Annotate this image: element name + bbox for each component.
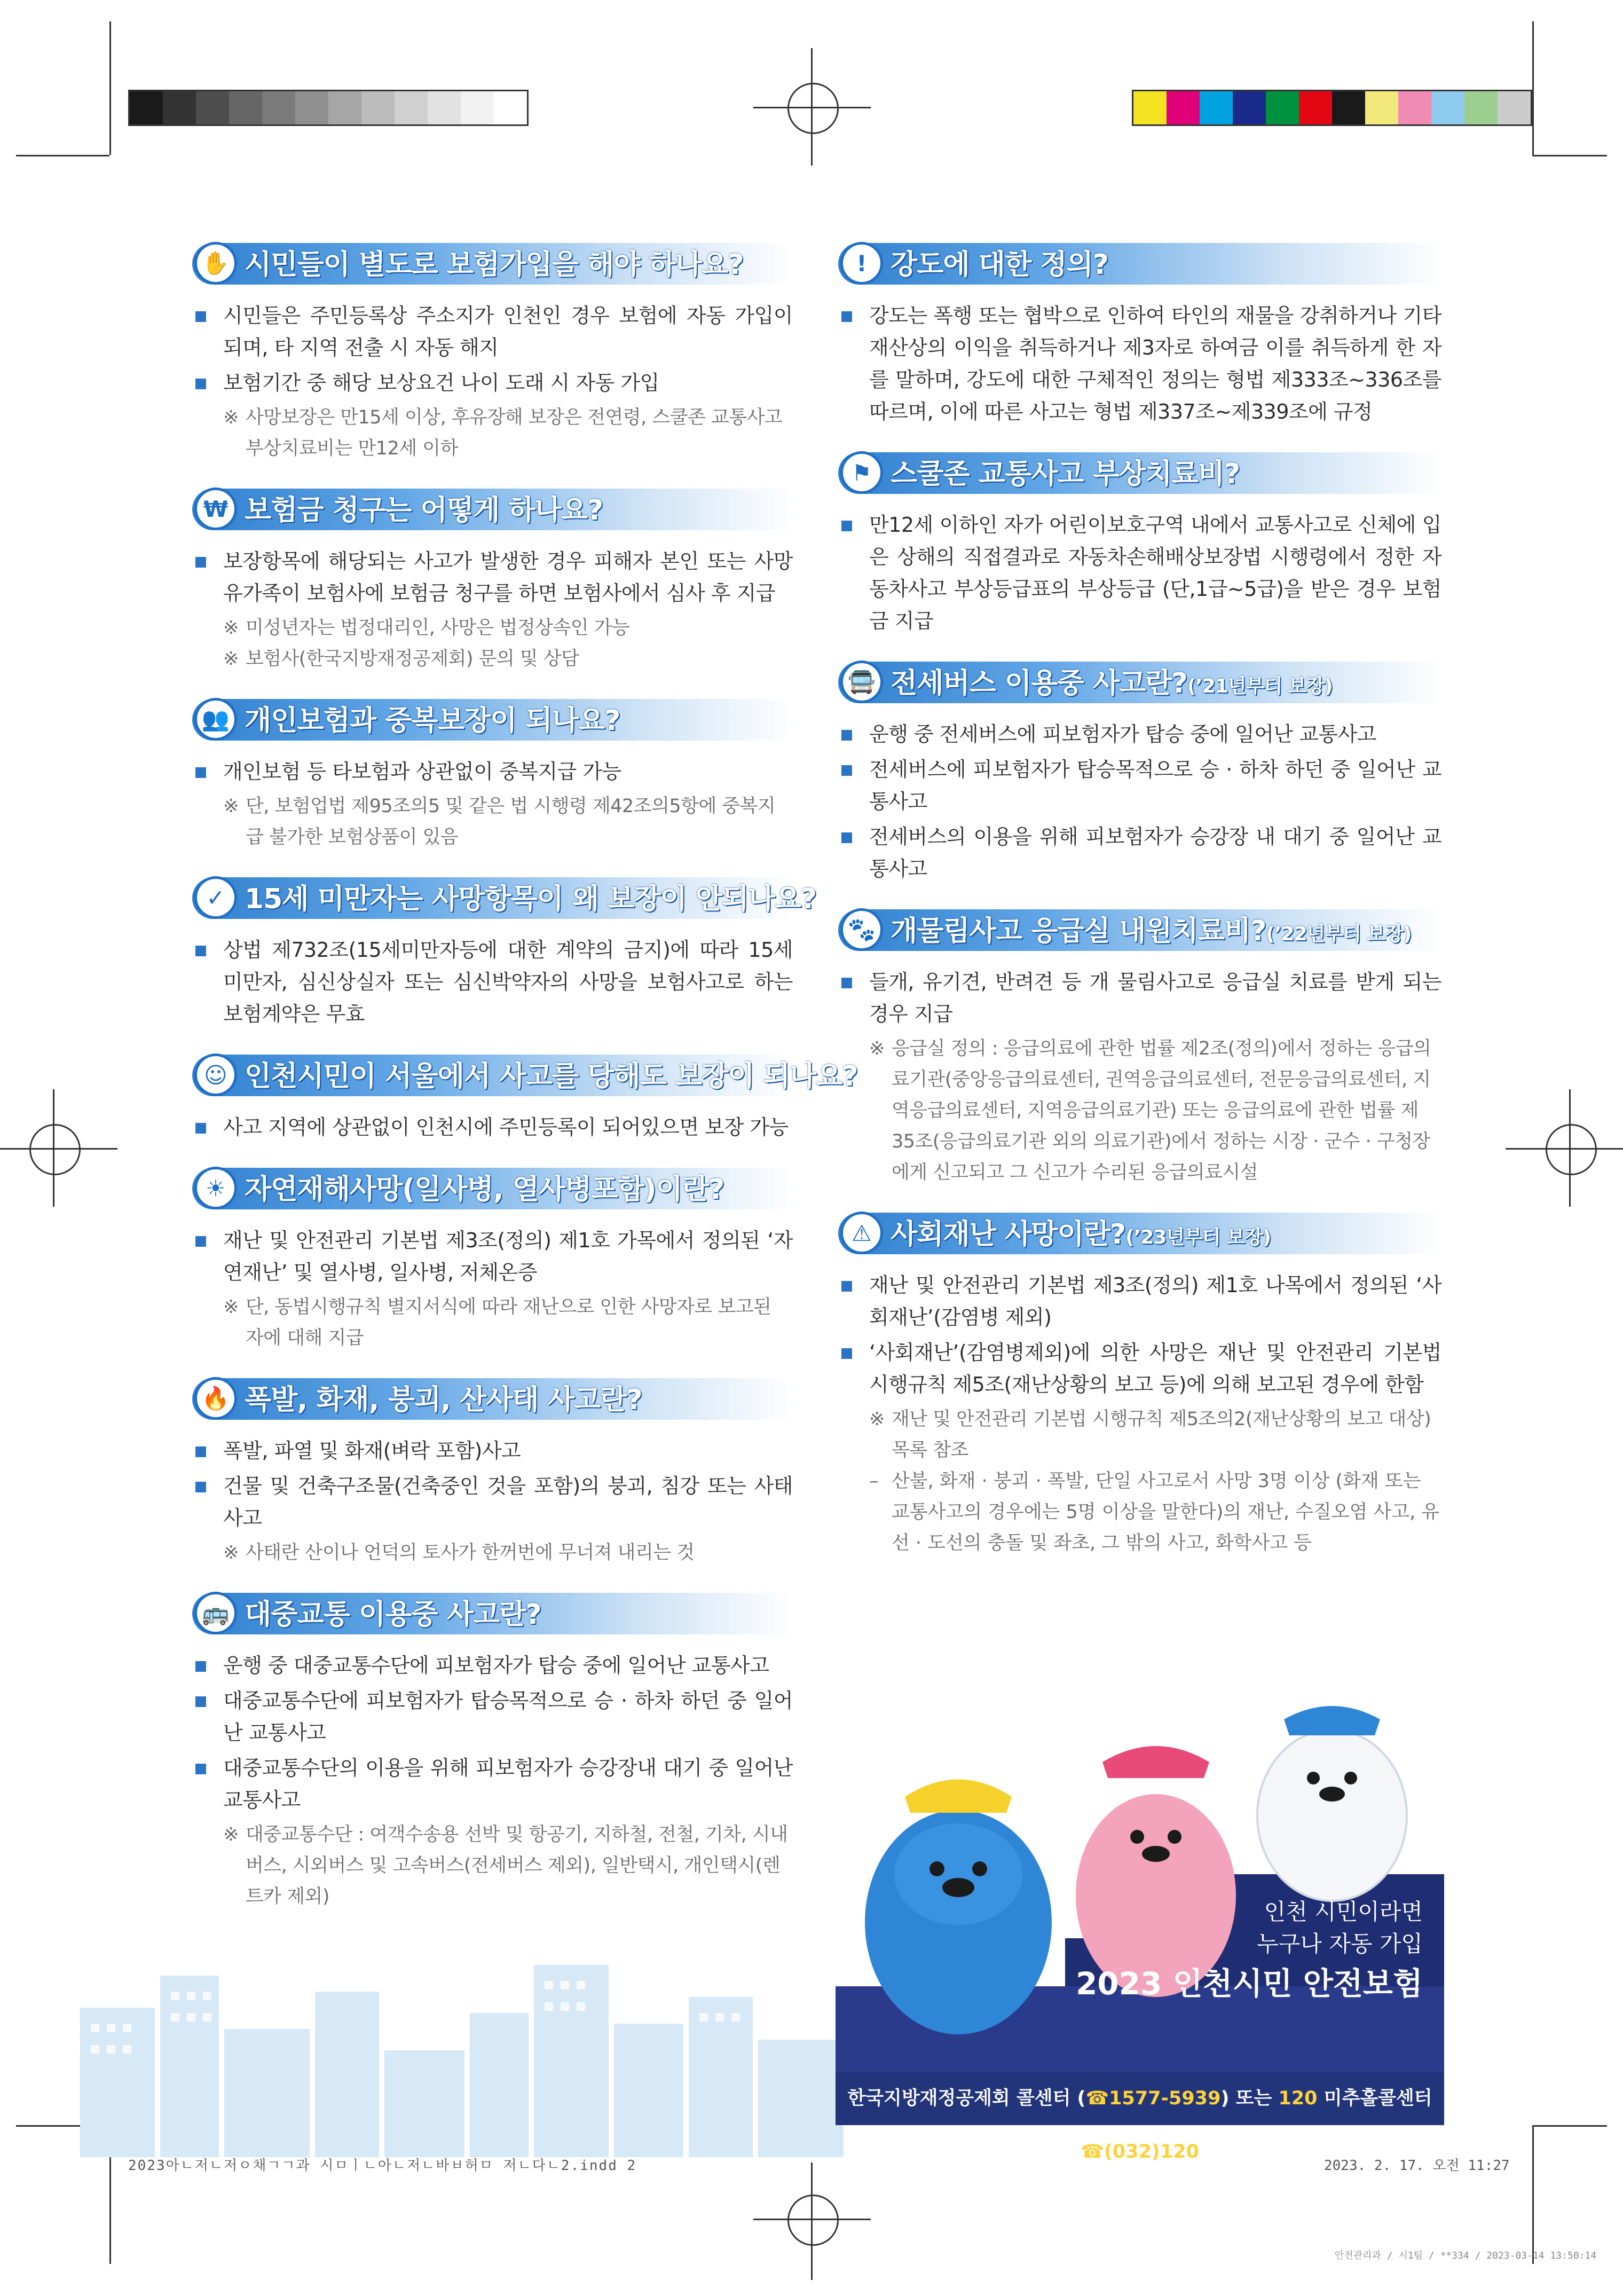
bus-icon: 🚌	[194, 1592, 237, 1634]
registration-mark	[1506, 1148, 1623, 1150]
bullet-list	[838, 1269, 1441, 1401]
color-calibration-bar	[1132, 90, 1532, 126]
footnote	[192, 791, 793, 853]
bullet-item: 보험기간 중 해당 보상요건 나이 도래 시 자동 가입	[192, 367, 793, 399]
robbery-icon: !	[840, 242, 883, 285]
section-title	[245, 701, 620, 741]
bullet-item: 운행 중 전세버스에 피보험자가 탑승 중에 일어난 교통사고	[838, 718, 1441, 750]
section-title	[245, 1595, 541, 1634]
note-mark: ※	[869, 1409, 885, 1430]
section-title-text: 전세버스 이용중 사고란?	[891, 667, 1187, 699]
people-icon: 👥	[194, 698, 237, 741]
note-mark: ※	[869, 1038, 885, 1059]
section-title	[245, 1170, 724, 1209]
bullet-item: 건물 및 건축구조물(건축중인 것을 포함)의 붕괴, 침강 또는 사태사고	[192, 1470, 793, 1534]
section-subtitle: (’21년부터 보장)	[1187, 675, 1333, 697]
contact-phone-2: ☎(032)120	[1081, 2141, 1199, 2163]
section-header	[192, 483, 793, 534]
section-header	[192, 694, 793, 745]
faq-section	[192, 694, 793, 853]
social-disaster-icon: ⚠	[840, 1212, 883, 1254]
note-mark: ※	[223, 1296, 239, 1318]
promo-title: 2023 인천시민 안전보험	[1075, 1965, 1423, 2002]
right-column	[838, 238, 1441, 1578]
section-title-text: 사회재난 사망이란?	[891, 1218, 1126, 1251]
dash-mark: –	[869, 1471, 879, 1492]
section-title-text: 강도에 대한 정의?	[891, 249, 1108, 281]
bullet-list	[192, 1435, 793, 1534]
schoolzone-icon: ⚑	[840, 451, 883, 494]
bullet-item: ‘사회재난’(감염병제외)에 의한 사망은 재난 및 안전관리 기본법 시행규칙 제5조(재난상황의 보고 등)에 의해 보고된 경우에 한함	[838, 1336, 1441, 1401]
bullet-item: 대중교통수단에 피보험자가 탑승목적으로 승 · 하차 하던 중 일어난 교통사고	[192, 1685, 793, 1749]
bullet-list	[192, 300, 793, 399]
bullet-list	[838, 966, 1441, 1030]
section-title	[245, 491, 603, 530]
faq-section	[192, 483, 793, 674]
claim-icon: ₩	[194, 487, 237, 530]
footnote-text: 응급실 정의 : 응급의료에 관한 법률 제2조(정의)에서 정하는 응급의료기관(중앙응급의료센터, 권역응급의료센터, 전문응급의료센터, 지역응급의료센터, 지역응급의료기관) 또는 응급의료에 관한 법률 제35조(응급의료기관 외의 의료기관)에서 정하는 시장 · 군수 · 구청장에게 신고되고 그 신고가 수리된 응급의료시설	[892, 1038, 1431, 1183]
crop-mark	[109, 21, 111, 155]
bullet-item: 재난 및 안전관리 기본법 제3조(정의) 제1호 나목에서 정의된 ‘사회재난’(감염병 제외)	[838, 1269, 1441, 1333]
bullet-item: 전세버스의 이용을 위해 피보험자가 승강장 내 대기 중 일어난 교통사고	[838, 821, 1441, 885]
footnote	[192, 402, 793, 464]
section-title-text: 자연재해사망(일사병, 열사병포함)이란?	[245, 1174, 724, 1206]
bullet-item: 대중교통수단의 이용을 위해 피보험자가 승강장내 대기 중 일어난 교통사고	[192, 1752, 793, 1816]
promo-contact	[836, 2072, 1444, 2163]
bullet-list	[192, 756, 793, 788]
bullet-item: 시민들은 주민등록상 주소지가 인천인 경우 보험에 자동 가입이 되며, 타 지역 전출 시 자동 해지	[192, 300, 793, 364]
crop-mark	[1532, 155, 1607, 156]
contact-mid2: 미추홀콜센터	[1317, 2088, 1432, 2109]
crop-mark	[1532, 2125, 1607, 2127]
bullet-item: 운행 중 대중교통수단에 피보험자가 탑승 중에 일어난 교통사고	[192, 1649, 793, 1681]
bullet-list	[838, 300, 1441, 428]
section-title	[891, 911, 1411, 951]
bullet-item: 전세버스에 피보험자가 탑승목적으로 승 · 하차 하던 중 일어난 교통사고	[838, 753, 1441, 817]
contact-120: 120	[1278, 2088, 1318, 2109]
section-header	[838, 904, 1441, 955]
section-title-text: 스쿨존 교통사고 부상치료비?	[891, 458, 1240, 490]
section-header	[838, 656, 1441, 707]
section-title-text: 개인보험과 중복보장이 되나요?	[245, 705, 620, 737]
bullet-list	[192, 545, 793, 609]
bullet-item: 개인보험 등 타보험과 상관없이 중복지급 가능	[192, 756, 793, 788]
registration-mark	[1569, 1089, 1571, 1207]
note-mark: ※	[223, 1824, 239, 1845]
registration-mark	[29, 1124, 81, 1175]
section-title	[245, 879, 816, 919]
faq-section	[192, 1587, 793, 1912]
crop-mark	[16, 155, 109, 156]
promo-line-1: 인천 시민이라면	[1264, 1899, 1423, 1925]
registration-mark	[0, 1148, 117, 1150]
left-column	[192, 238, 858, 1931]
dash-note	[838, 1466, 1441, 1559]
footnote-text: 대중교통수단 : 여객수송용 선박 및 항공기, 지하철, 전철, 기차, 시내버스, 시외버스 및 고속버스(전세버스 제외), 일반택시, 개인택시(렌트카 제외)	[246, 1824, 788, 1907]
faq-section	[838, 447, 1441, 637]
bullet-item: 강도는 폭행 또는 협박으로 인하여 타인의 재물을 강취하거나 기타 재산상의 이익을 취득하거나 제3자로 하여금 이를 취득하게 한 자를 말하며, 강도에 대한 구체적인 정의는 형법 제333조~336조를 따르며, 이에 따른 사고는 형법 제337조~제339조에 규정	[838, 300, 1441, 428]
section-header	[192, 872, 817, 923]
section-header	[838, 238, 1441, 289]
section-header	[192, 1587, 793, 1639]
fire-icon: 🔥	[194, 1377, 237, 1420]
print-stamp: 안전관리과 / 시1팀 / **334 / 2023-03-14 13:50:14	[1335, 2250, 1597, 2261]
section-header	[192, 238, 793, 289]
footnote	[838, 1033, 1441, 1188]
bullet-list	[838, 718, 1441, 885]
registration-mark	[787, 2195, 839, 2246]
section-title-text: 개물림사고 응급실 내원치료비?	[891, 915, 1266, 947]
faq-section	[192, 1049, 858, 1143]
section-header	[838, 447, 1441, 498]
date-footer: 2023. 2. 17. 오전 11:27	[1324, 2158, 1510, 2174]
footnote-text: 사태란 산이나 언덕의 토사가 한꺼번에 무너져 내리는 것	[246, 1542, 695, 1563]
bullet-list	[192, 1649, 793, 1816]
dash-note-text: 산불, 화재 · 붕괴 · 폭발, 단일 사고로서 사망 3명 이상 (화재 또는 교통사고의 경우에는 5명 이상을 말한다)의 재난, 수질오염 사고, 유선 · 도선의 충돌 및 좌초, 그 밖의 사고, 화학사고 등	[892, 1471, 1440, 1554]
bullet-item: 보장항목에 해당되는 사고가 발생한 경우 피해자 본인 또는 사망 유가족이 보험사에 보험금 청구를 하면 보험사에서 심사 후 지급	[192, 545, 793, 609]
section-title-text: 15세 미만자는 사망항목이 왜 보장이 안되나요?	[245, 883, 817, 915]
note-mark: ※	[223, 648, 239, 670]
section-title	[891, 245, 1108, 285]
footnote	[192, 1819, 793, 1912]
section-subtitle: (’23년부터 보장)	[1125, 1226, 1271, 1248]
footnote-text: 단, 보험업법 제95조의5 및 같은 법 시행령 제42조의5항에 중복지급 불가한 보험상품이 있음	[246, 796, 776, 848]
disaster-icon: ☀	[194, 1167, 237, 1209]
bullet-list	[192, 934, 793, 1030]
note-mark: ※	[223, 617, 239, 639]
section-title	[891, 1215, 1271, 1254]
section-title-text: 보험금 청구는 어떻게 하나요?	[245, 494, 603, 526]
bullet-list	[192, 1224, 793, 1288]
promo-line-2: 누구나 자동 가입	[1257, 1931, 1423, 1957]
grayscale-calibration-bar	[128, 90, 529, 126]
section-header	[838, 1207, 1441, 1259]
section-header	[192, 1162, 793, 1214]
note-mark: ※	[223, 407, 239, 428]
dog-icon: 🐾	[840, 908, 883, 951]
section-title	[245, 1380, 642, 1420]
section-title-text: 시민들이 별도로 보험가입을 해야 하나요?	[245, 249, 744, 281]
promo-banner	[836, 1698, 1444, 2163]
section-title-text: 대중교통 이용중 사고란?	[245, 1599, 541, 1631]
section-title	[245, 245, 744, 285]
bullet-list	[838, 509, 1441, 637]
registration-mark	[1546, 1124, 1597, 1175]
faq-section	[838, 904, 1441, 1188]
section-header	[192, 1373, 793, 1424]
bullet-list	[192, 1111, 793, 1143]
crop-mark	[1532, 21, 1534, 155]
faq-section	[192, 1373, 793, 1568]
bullet-item: 폭발, 파열 및 화재(벼락 포함)사고	[192, 1435, 793, 1467]
handshake-icon: ✋	[194, 242, 237, 285]
citizen-icon: ☺	[194, 1053, 237, 1096]
city-skyline-illustration	[80, 1944, 854, 2157]
contact-phone-1: ☎1577-5939	[1085, 2088, 1221, 2109]
contact-prefix: 한국지방재정공제회 콜센터 (	[847, 2088, 1086, 2109]
bullet-item: 들개, 유기견, 반려견 등 개 물림사고로 응급실 치료를 받게 되는 경우 지급	[838, 966, 1441, 1030]
footnote	[838, 1404, 1441, 1466]
registration-mark	[811, 2163, 813, 2280]
child-icon: ✓	[194, 876, 237, 919]
registration-mark	[811, 48, 813, 166]
footnote-text: 사망보장은 만15세 이상, 후유장해 보장은 전연령, 스쿨존 교통사고 부상치료비는 만12세 이하	[246, 407, 783, 459]
faq-section	[192, 872, 817, 1030]
contact-mid: ) 또는	[1220, 2088, 1279, 2109]
faq-section	[838, 656, 1441, 885]
bullet-item: 사고 지역에 상관없이 인천시에 주민등록이 되어있으면 보장 가능	[192, 1111, 793, 1143]
faq-section	[838, 238, 1441, 428]
crop-mark	[1532, 2125, 1534, 2264]
footnote-text: 미성년자는 법정대리인, 사망은 법정상속인 가능	[246, 617, 630, 639]
registration-mark	[53, 1089, 54, 1207]
faq-section	[838, 1207, 1441, 1559]
footnote	[192, 1537, 793, 1568]
section-title	[891, 664, 1333, 703]
footnote-text: 단, 동법시행규칙 별지서식에 따라 재난으로 인한 사망자로 보고된 자에 대해 지급	[246, 1296, 771, 1349]
charter-bus-icon: 🚍	[840, 661, 883, 703]
section-title	[245, 1057, 858, 1096]
section-title-text: 폭발, 화재, 붕괴, 산사태 사고란?	[245, 1384, 642, 1416]
footnote-text: 재난 및 안전관리 기본법 시행규칙 제5조의2(재난상황의 보고 대상) 목록 참조	[892, 1409, 1431, 1461]
footnote	[192, 612, 793, 643]
bullet-item: 상법 제732조(15세미만자등에 대한 계약의 금지)에 따라 15세 미만자, 심신상실자 또는 심신박약자의 사망을 보험사고로 하는 보험계약은 무효	[192, 934, 793, 1030]
section-subtitle: (’22년부터 보장)	[1266, 923, 1412, 945]
footnote	[192, 643, 793, 674]
registration-mark	[787, 83, 839, 134]
faq-section	[192, 1162, 793, 1354]
footnote-text: 보험사(한국지방재정공제회) 문의 및 상담	[246, 648, 579, 670]
note-mark: ※	[223, 1542, 239, 1563]
section-header	[192, 1049, 858, 1100]
note-mark: ※	[223, 796, 239, 817]
section-title	[891, 454, 1240, 494]
bullet-item: 재난 및 안전관리 기본법 제3조(정의) 제1호 가목에서 정의된 ‘자연재난’ 및 열사병, 일사병, 저체온증	[192, 1224, 793, 1288]
footnote	[192, 1292, 793, 1354]
file-footer: 2023아ㄴ저ㄴ저ㅇ채ㄱㄱ과 시ㅁㅣㄴ아ㄴ저ㄴ바ㅂ허ㅁ 저ㄴ다ㄴ2.indd 2	[128, 2158, 637, 2174]
bullet-item: 만12세 이하인 자가 어린이보호구역 내에서 교통사고로 신체에 입은 상해의 직접결과로 자동차손해배상보장법 시행령에서 정한 자동차사고 부상등급표의 부상등급 (단,1급~5급)을 받은 경우 보험금 지급	[838, 509, 1441, 637]
section-title-text: 인천시민이 서울에서 사고를 당해도 보장이 되나요?	[245, 1060, 858, 1092]
faq-section	[192, 238, 793, 464]
